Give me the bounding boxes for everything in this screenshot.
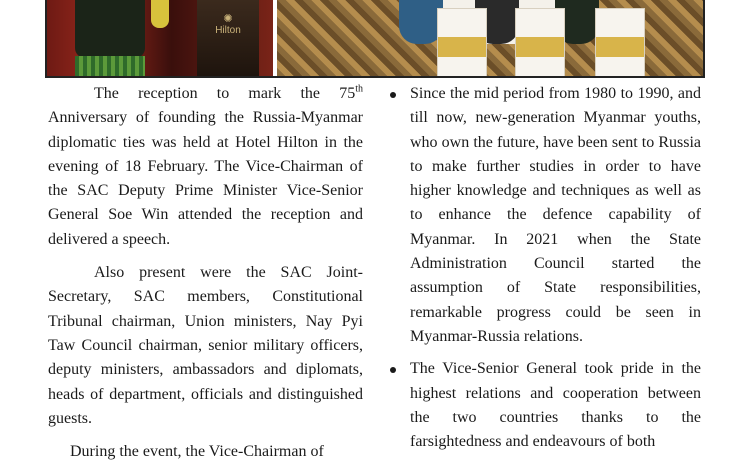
speaker-longyi [75, 56, 145, 76]
chair [595, 8, 645, 76]
chair [437, 8, 487, 76]
banquet-photo [277, 0, 703, 76]
chair [515, 8, 565, 76]
paragraph-event: During the event, the Vice-Chairman of [70, 443, 324, 461]
bullet-item: The Vice-Senior General took pride in the highest relations and cooperation between the two countries thanks to the farsightedness and endeavours of both [385, 357, 701, 454]
paragraph-reception: The reception to mark the 75th Anniversary of founding the Russia-Myanmar diplomatic ties was held at Hotel Hilton in the evening of 18 February. The Vice-Chairman of the SAC Deputy Prime Minister Vice-Senior General Soe Win attended the reception and delivered a speech. [48, 83, 363, 248]
bullet-icon [390, 92, 396, 98]
speaker-photo [47, 0, 273, 76]
photo-strip [45, 0, 705, 78]
hilton-logo-text: Hilton [215, 25, 241, 36]
bullet-item: Since the mid period from 1980 to 1990, and till now, new-generation Myanmar youths, who own the future, have been sent to Russia to make further studies in order to have higher knowledge and techniques as well as to enhance the defence capability of Myanmar. In 2021 when the State Administration Council started the assumption of State responsibilities, remarkable progress could be seen in Myanmar-Russia relations. [385, 82, 701, 349]
hilton-logo [207, 14, 249, 36]
podium [197, 0, 259, 76]
flower-decoration [151, 0, 169, 28]
hilton-emblem-icon: ✺ [223, 13, 233, 25]
speaker-figure [75, 0, 145, 58]
left-text-column [48, 82, 363, 473]
right-text-column [385, 82, 701, 462]
paragraph-attendees: Also present were the SAC Joint-Secretary, SAC members, Constitutional Tribunal chairman, Union ministers, Nay Pyi Taw Council chairman, senior military officers, deputy ministers, ambassadors and diplomats, heads of department, officials and distinguished guests. [48, 264, 363, 427]
bullet-icon [390, 367, 396, 373]
